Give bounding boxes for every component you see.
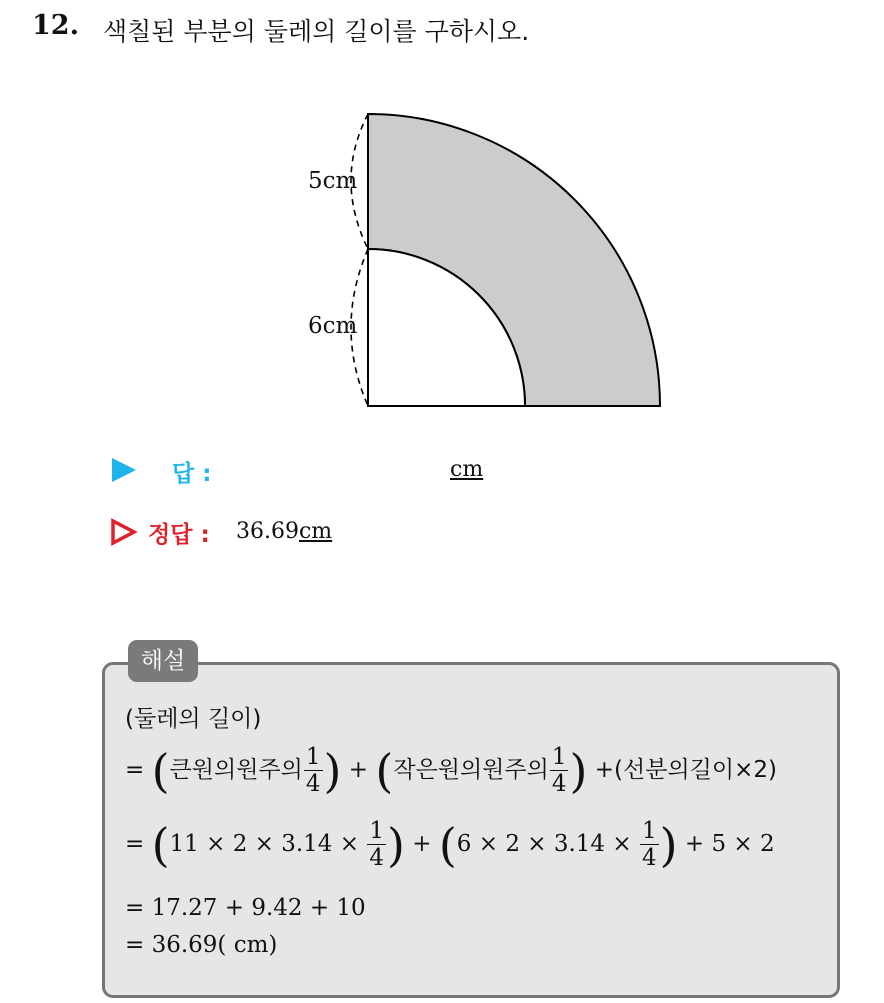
fraction-quarter: $\frac{1}{4}$: [305, 744, 321, 798]
question-text: 색칠된 부분의 둘레의 길이를 구하시오.: [103, 17, 530, 46]
eq-sign: =: [125, 830, 145, 857]
outline-triangle-icon: [110, 518, 138, 546]
quarter-ring-figure: [290, 100, 670, 420]
play-triangle-icon: [112, 458, 136, 482]
question-number: 12.: [32, 10, 79, 41]
plus-sign: +: [594, 756, 615, 783]
fraction-quarter: $\frac{1}{4}$: [369, 818, 384, 872]
term-segments: (선분의길이×2): [614, 756, 777, 783]
term-small-calc: 6 × 2 × 3.14 ×: [456, 830, 632, 857]
label-5cm: 5cm: [308, 168, 358, 194]
explanation-line-3: = (11 × 2 × 3.14 × $\frac{1}{4}$ ) + (6 × 2 × 3.14 × $\frac{1}{4}$ ) + 5 × 2: [125, 817, 775, 872]
label-6cm: 6cm: [308, 313, 358, 339]
explanation-line-4: = 17.27 + 9.42 + 10: [125, 895, 366, 921]
fraction-quarter: $\frac{1}{4}$: [641, 818, 657, 872]
correct-answer-number: 36.69: [236, 519, 299, 544]
correct-answer-value: [236, 519, 332, 544]
correct-answer-label: 정답 :: [148, 522, 210, 548]
answer-unit: cm: [450, 457, 484, 482]
plus-sign: +: [412, 830, 432, 857]
explanation-line-5: = 36.69( cm): [125, 932, 278, 958]
plus-sign: +: [348, 756, 369, 783]
term-large-circle: 큰원의원주의: [169, 756, 303, 783]
term-small-circle: 작은원의원주의: [393, 756, 549, 783]
answer-row: [110, 453, 530, 489]
term-segments-calc: + 5 × 2: [684, 830, 775, 857]
term-large-calc: 11 × 2 × 3.14 ×: [169, 830, 360, 857]
eq-sign: =: [125, 756, 145, 783]
correct-answer-row: [110, 514, 530, 550]
correct-answer-unit: cm: [298, 519, 333, 544]
explanation-line-2: = (큰원의원주의 $\frac{1}{4}$ ) + (작은원의원주의 $\frac{1}{4}$ ) +(선분의길이×2): [125, 743, 777, 798]
answer-label: 답 :: [172, 461, 212, 487]
fraction-quarter: $\frac{1}{4}$: [551, 744, 567, 798]
explanation-tag: 해설: [128, 640, 198, 682]
explanation-line-1: (둘레의 길이): [125, 706, 262, 732]
